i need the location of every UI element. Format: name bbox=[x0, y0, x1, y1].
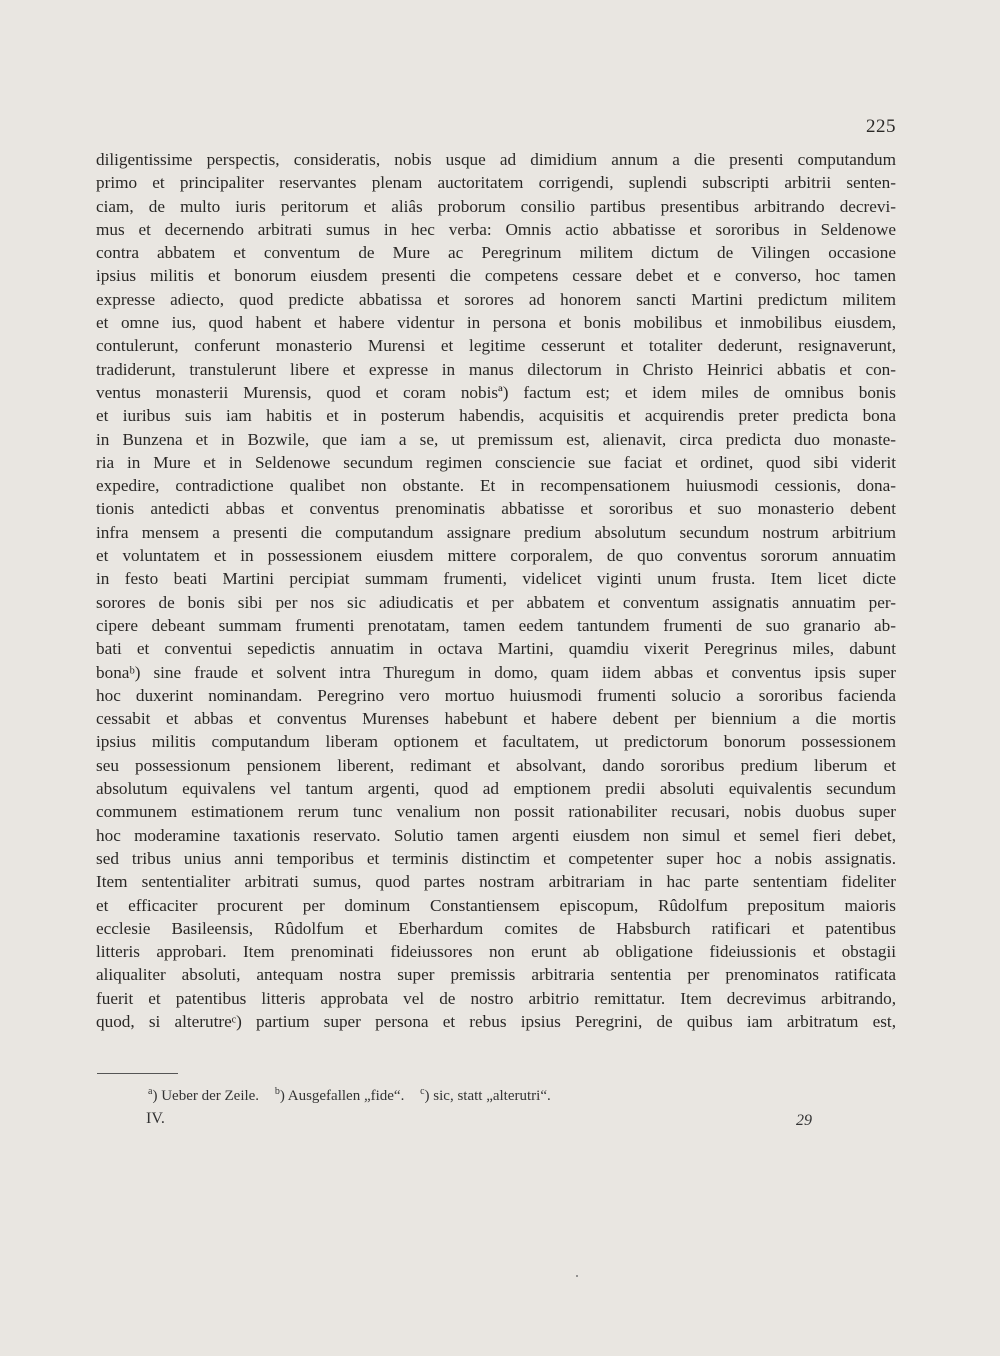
text-line: ecclesie Basileensis, Rûdolfum et Eberhardum comites de Habsburch ratificari et patentibus bbox=[96, 918, 896, 938]
footnote-c bbox=[420, 1088, 551, 1104]
text-line: litteris approbari. Item prenominati fideiussores non erunt ab obligatione fideiussionis et obstagii bbox=[96, 942, 896, 962]
text-line: aliqualiter absoluti, antequam nostra super premissis arbitraria sententia per prenominatos ratificata bbox=[96, 965, 896, 985]
text-line: bati et conventui sepedictis annuatim in octava Martini, quamdiu vixerit Peregrinus miles, dabunt bbox=[96, 639, 896, 659]
text-line: in festo beati Martini percipiat summam frumenti, videlicet viginti unum frusta. Item licet dicte bbox=[96, 569, 896, 589]
text-line: expresse adiecto, quod predicte abbatissa et sorores ad honorem sancti Martini predictum militem bbox=[96, 289, 896, 309]
text-line: mus et decernendo arbitrati sumus in hec verba: Omnis actio abbatisse et sororibus in Seldenowe bbox=[96, 219, 896, 239]
footnote-text: ) Ueber der Zeile. bbox=[152, 1088, 260, 1104]
volume-signature: IV. bbox=[146, 1110, 165, 1127]
text-line: ciam, de multo iuris peritorum et aliâs proborum consilio partibus presentibus arbitrando decrevi- bbox=[96, 196, 896, 216]
text-line: ipsius militis computandum liberam optionem et facultatem, ut predictorum bonorum possessionem bbox=[96, 732, 896, 752]
text-line: tionis antedicti abbas et conventus prenominatis abbatisse et sororibus et suo monasterio debent bbox=[96, 499, 896, 519]
text-line: absolutum equivalens vel tantum argenti, quod ad emptionem predii absoluti equivalentis secundum bbox=[96, 779, 896, 799]
body-text bbox=[96, 148, 896, 1033]
sheet-number: 29 bbox=[796, 1112, 812, 1129]
text-line: et voluntatem et in possessionem eiusdem mittere corporalem, de quo conventus sororum annuatim bbox=[96, 546, 896, 566]
text-line: hoc moderamine taxationis reservato. Solutio tamen argenti eiusdem non simul et semel fieri debet, bbox=[96, 825, 896, 845]
footnotes bbox=[148, 1086, 563, 1105]
text-line: et efficaciter procurent per dominum Constantiensem episcopum, Rûdolfum prepositum maioris bbox=[96, 895, 896, 915]
paper-speck bbox=[576, 1275, 578, 1277]
text-line: hoc duxerint nominandam. Peregrino vero mortuo huiusmodi frumenti solucio a sororibus facienda bbox=[96, 685, 896, 705]
footnote-a bbox=[148, 1088, 259, 1104]
text-line: ventus monasterii Murensis, quod et coram nobisª) factum est; et idem miles de omnibus bonis bbox=[96, 382, 896, 402]
text-line: communem estimationem rerum tunc venalium non possit rationabiliter recusari, nobis duobus super bbox=[96, 802, 896, 822]
text-line: Item sententialiter arbitrati sumus, quod partes nostram arbitrariam in hac parte sententiam fideliter bbox=[96, 872, 896, 892]
text-line: et iuribus suis iam habitis et in posterum habendis, acquisitis et acquirendis preter predicta bona bbox=[96, 406, 896, 426]
footnote-mark: b bbox=[274, 1086, 280, 1097]
footnote-rule bbox=[97, 1073, 178, 1074]
footnote-text: ) Ausgefallen „fide“. bbox=[279, 1088, 405, 1104]
text-line: cessabit et abbas et conventus Murenses habebunt et habere debent per biennium a die mortis bbox=[96, 709, 896, 729]
text-line: in Bunzena et in Bozwile, que iam a se, ut premissum est, alienavit, circa predicta duo monaste- bbox=[96, 429, 896, 449]
text-line: infra mensem a presenti die computandum assignare predium absolutum secundum nostrum arbitrium bbox=[96, 522, 896, 542]
footnote-mark: a bbox=[148, 1086, 153, 1097]
footnote-mark: c bbox=[420, 1086, 425, 1097]
page-number: 225 bbox=[866, 116, 896, 137]
text-line: contra abbatem et conventum de Mure ac Peregrinum militem dictum de Vilingen occasione bbox=[96, 243, 896, 263]
text-line: cipere debeant summam frumenti prenotatam, tamen eedem tantundem frumenti de suo granario ab- bbox=[96, 615, 896, 635]
text-line: sed tribus unius anni temporibus et terminis distinctim et competenter super hoc a nobis assignatis. bbox=[96, 848, 896, 868]
text-line: diligentissime perspectis, consideratis, nobis usque ad dimidium annum a die presenti computandum bbox=[96, 150, 896, 169]
text-line: contulerunt, conferunt monasterio Murensi et legitime cesserunt et totaliter dederunt, resignaverunt, bbox=[96, 336, 896, 356]
text-line: ipsius militis et bonorum eiusdem presenti die competens cessare debet et e converso, hoc tamen bbox=[96, 266, 896, 286]
text-line: primo et principaliter reservantes plenam auctoritatem corrigendi, suplendi subscripti arbitrii senten- bbox=[96, 173, 896, 193]
text-line: expedire, contradictione qualibet non obstante. Et in recompensationem huiusmodi cessionis, dona- bbox=[96, 476, 896, 496]
text-line: quod, si alterutreᶜ) partium super persona et rebus ipsius Peregrini, de quibus iam arbitratum est, bbox=[96, 1011, 896, 1031]
text-line: seu possessionum pensionem liberent, redimant et absolvant, dando sororibus predium liberum et bbox=[96, 755, 896, 775]
footnote-text: ) sic, statt „alterutri“. bbox=[424, 1088, 551, 1104]
text-line: bonaᵇ) sine fraude et solvent intra Thuregum in domo, quam iidem abbas et conventus ipsis super bbox=[96, 662, 896, 682]
text-line: fuerit et patentibus litteris approbata vel de nostro arbitrio remittatur. Item decrevimus arbitrando, bbox=[96, 988, 896, 1008]
footnote-b bbox=[275, 1088, 405, 1104]
text-line: et omne ius, quod habent et habere videntur in persona et bonis mobilibus et inmobilibus eiusdem, bbox=[96, 313, 896, 333]
text-line: tradiderunt, transtulerunt libere et expresse in manus dilectorum in Christo Heinrici abbatis et con- bbox=[96, 359, 896, 379]
text-line: sorores de bonis sibi per nos sic adiudicatis et per abbatem et conventum assignatis annuatim per- bbox=[96, 592, 896, 612]
text-line: ria in Mure et in Seldenowe secundum regimen consciencie sue faciat et ordinet, quod sibi viderit bbox=[96, 452, 896, 472]
